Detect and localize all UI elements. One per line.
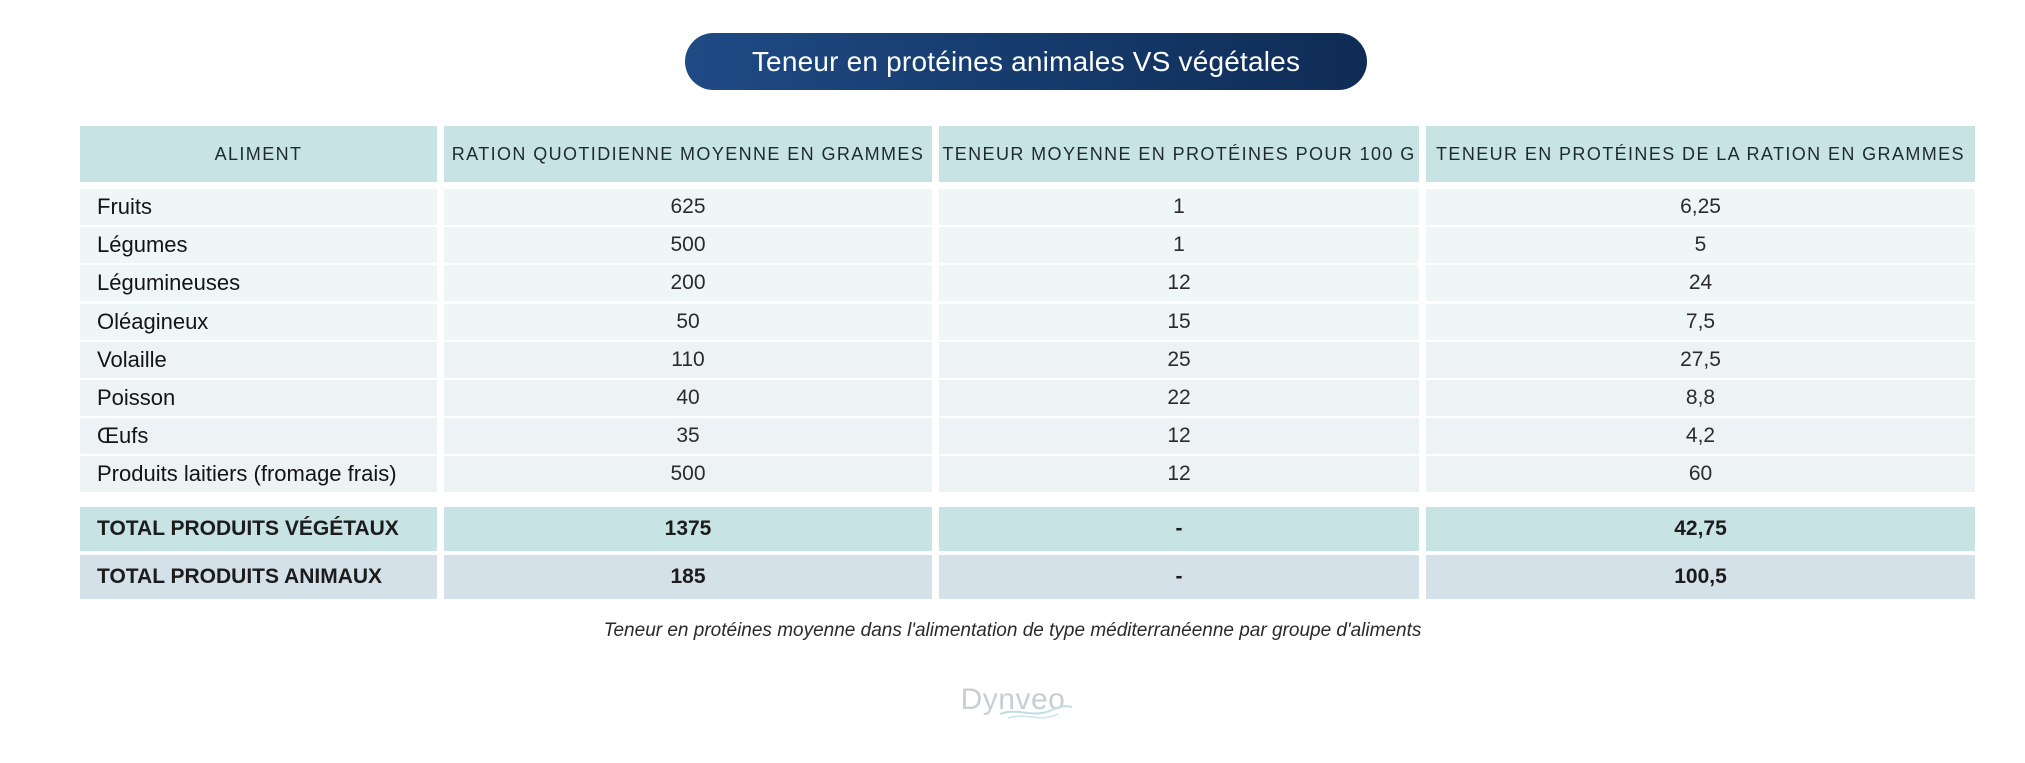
column-header: TENEUR EN PROTÉINES DE LA RATION EN GRAMMES xyxy=(1426,126,1975,182)
row-label: Oléagineux xyxy=(80,304,437,340)
total-cell: 42,75 xyxy=(1426,507,1975,551)
table-caption: Teneur en protéines moyenne dans l'alimentation de type méditerranéenne par groupe d'aliments xyxy=(603,620,1422,641)
wave-icon xyxy=(948,683,1078,723)
table-cell: 4,2 xyxy=(1426,418,1975,454)
row-label: Œufs xyxy=(80,418,437,454)
total-cell: 1375 xyxy=(444,507,932,551)
page-title: Teneur en protéines animales VS végétales xyxy=(685,33,1367,90)
row-label: Légumes xyxy=(80,227,437,263)
table-cell: 110 xyxy=(444,342,932,378)
brand-logo-text: Dynveo xyxy=(960,683,1066,716)
table-cell: 15 xyxy=(939,304,1419,340)
total-cell: 185 xyxy=(444,555,932,599)
total-label: TOTAL PRODUITS VÉGÉTAUX xyxy=(80,507,437,551)
table-cell: 35 xyxy=(444,418,932,454)
column-header: TENEUR MOYENNE EN PROTÉINES POUR 100 G xyxy=(939,126,1419,182)
table-cell: 7,5 xyxy=(1426,304,1975,340)
total-cell: - xyxy=(939,507,1419,551)
table-cell: 12 xyxy=(939,456,1419,492)
table-cell: 6,25 xyxy=(1426,189,1975,225)
table-cell: 5 xyxy=(1426,227,1975,263)
table-cell: 200 xyxy=(444,265,932,301)
table-cell: 25 xyxy=(939,342,1419,378)
table-cell: 500 xyxy=(444,456,932,492)
table-cell: 50 xyxy=(444,304,932,340)
table-cell: 12 xyxy=(939,418,1419,454)
column-header: RATION QUOTIDIENNE MOYENNE EN GRAMMES xyxy=(444,126,932,182)
table-cell: 12 xyxy=(939,265,1419,301)
row-label: Volaille xyxy=(80,342,437,378)
row-label: Produits laitiers (fromage frais) xyxy=(80,456,437,492)
table-cell: 27,5 xyxy=(1426,342,1975,378)
table-cell: 24 xyxy=(1426,265,1975,301)
table-cell: 60 xyxy=(1426,456,1975,492)
row-label: Fruits xyxy=(80,189,437,225)
table-cell: 500 xyxy=(444,227,932,263)
total-cell: - xyxy=(939,555,1419,599)
column-header: ALIMENT xyxy=(80,126,437,182)
table-cell: 40 xyxy=(444,380,932,416)
table-cell: 8,8 xyxy=(1426,380,1975,416)
table-cell: 1 xyxy=(939,227,1419,263)
table-cell: 625 xyxy=(444,189,932,225)
table-cell: 22 xyxy=(939,380,1419,416)
brand-logo xyxy=(948,683,1078,723)
row-label: Poisson xyxy=(80,380,437,416)
total-cell: 100,5 xyxy=(1426,555,1975,599)
total-label: TOTAL PRODUITS ANIMAUX xyxy=(80,555,437,599)
row-label: Légumineuses xyxy=(80,265,437,301)
table-cell: 1 xyxy=(939,189,1419,225)
